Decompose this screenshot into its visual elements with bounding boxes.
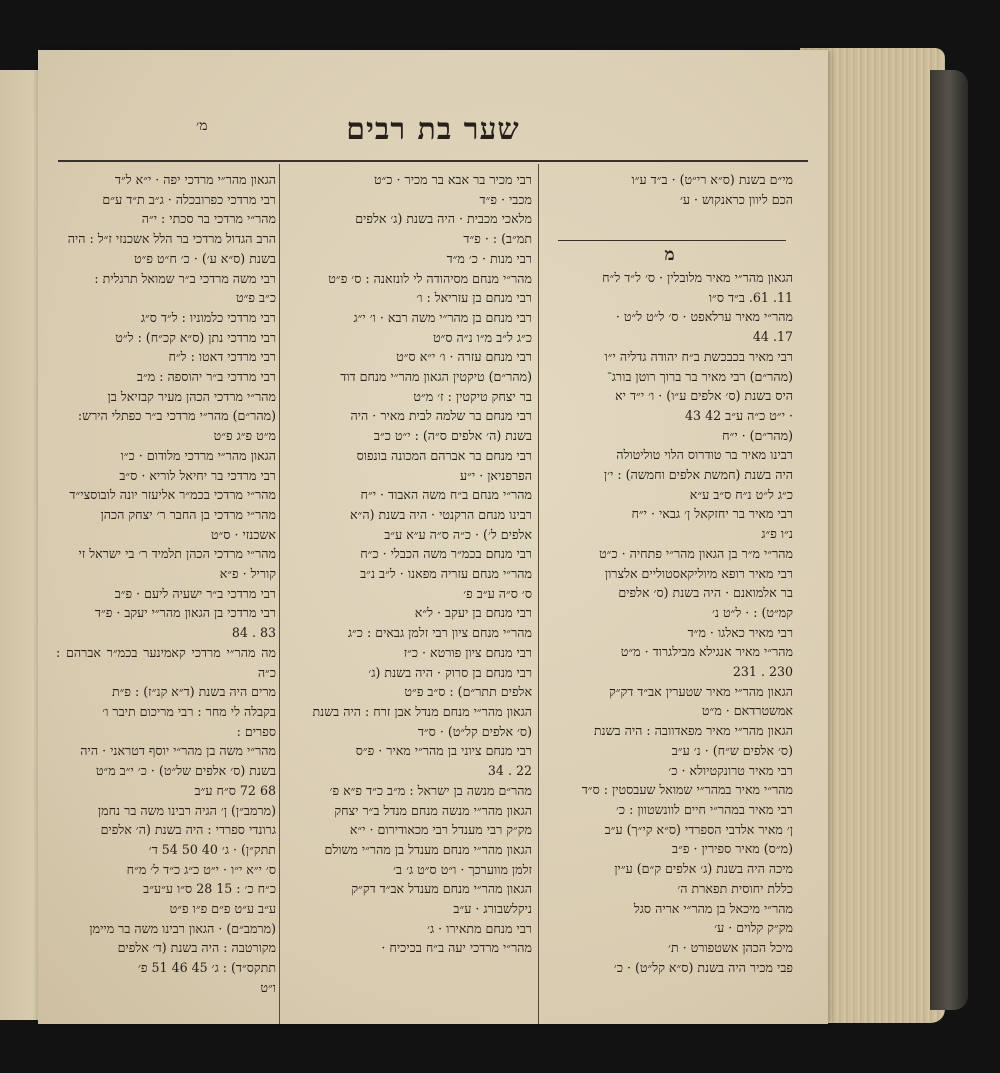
entry-line: תמ״ב) : · פ״ד — [463, 231, 532, 247]
entry-line: בר אלמואנם · היה בשנת (ס׳ אלפים — [618, 585, 793, 601]
entry-line: 11. 61. ב״ד ס״ו — [708, 289, 793, 305]
entry-line: רבי מנחם בן סרוק · היה בשנת (ג׳ — [368, 664, 532, 680]
entry-line: רבי מאיר כאלגו · מ״ד — [687, 624, 793, 640]
entry-line: הגאון מהר״י מנחם מענדל אב״ד דק״ק — [351, 881, 532, 897]
entry-line: (ס׳ אלפים ש״ח) · נ׳ ע״ב — [671, 742, 793, 758]
entry-line: מהר״י מרדכי הכהן מעיר קבזיאל בן — [107, 388, 276, 404]
entry-line: 230 . 231 — [732, 664, 793, 680]
entry-line: הפרפניאן · י״ע — [459, 467, 532, 483]
left-column — [56, 170, 276, 1030]
entry-line: בשנת (ס״א ע׳) · כ׳ ח״ט פ״ט — [133, 250, 276, 266]
entry-line: אשכנזי · ס״ט — [210, 526, 276, 542]
entry-line: רבי מנחם בר אברהם המכונה בונפוס — [356, 447, 532, 463]
entry-line: בקבלה לי מחר : רבי מריכום תיבר ו׳ — [102, 703, 276, 719]
letter-rule — [558, 240, 786, 241]
entry-line: רבי מנחם ציון פורטא · כ״ז — [403, 644, 532, 660]
entry-line: מה מהר״י מרדכי קאמינער בכמ״ר אברהם : כ״ה — [56, 644, 276, 680]
entry-line: גרונדי ספרדי : היה בשנת (ה׳ אלפים — [100, 822, 276, 838]
letter-heading: מ — [664, 245, 675, 265]
entry-line: מהר״י מאיר ערלאפט · ס׳ ל״ט ל״ט · — [615, 309, 793, 325]
entry-line: כ״ח כ׳ : 15 28 ס״ו ע״ע״ב — [143, 881, 276, 897]
entry-line: מק״ק קלוים · ע׳ — [714, 920, 793, 936]
entry-line: היה בשנת (חמשת אלפים וחמשה) : י׳ן — [603, 467, 793, 483]
entry-line: רבי מרדכי נתן (ס״א קכ״ח) : ל״ט — [115, 329, 276, 345]
entry-line: מ״ט פ״ג פ״ט — [213, 428, 276, 444]
entry-line: כ״ב פ״ט — [235, 290, 276, 306]
entry-line: ע״ב ע״ט פ״ם פ״ו פ״ט — [169, 901, 276, 917]
entry-line: (מהר״ם) רבי מאיר בר ברוך רוטן בורג־ — [606, 368, 793, 384]
entry-line: רבי מנחם בכמ״ר משה הכבלי · כ״ח — [360, 546, 532, 562]
column-rule-right — [538, 164, 539, 1024]
entry-line: הגאון מהר״י מרדכי יפה · י״א ל״ד — [114, 172, 276, 187]
entry-line: רבי משה מרדכי ב״ר שמואל תרגלית : — [94, 270, 276, 286]
entry-line: רבי מרדכי כלמוניו : ל״ד ס״ג — [140, 309, 276, 325]
entry-line: (מהר״ם) טיקטין הגאון מהר״י מנחם דוד — [340, 369, 532, 385]
entry-line: רבי מנחם בן מהר״י משה רבא · ו׳ י״ג — [353, 309, 532, 325]
running-head: שער בת רבים — [346, 112, 520, 147]
entry-line: רבי מנות · כ׳ מ״ד — [446, 250, 532, 266]
entry-line: הגאון מהר״י מאיר מלובלין · ס׳ ל״ד ל״ח — [602, 270, 793, 285]
entry-line: (מהר״ם) מהר״י מרדכי ב״ר כפתלי הירש: — [77, 408, 276, 424]
middle-column — [284, 170, 532, 1030]
entry-line: רבי מנחם בר שלמה לבית מאיר · היה — [350, 408, 532, 424]
entry-line: מהר״י מאיר אנגילא מבילגרוד · מ״ט — [620, 644, 793, 660]
entry-line: מהר״י מרדכי יעה ב״ח בכיכיח · — [381, 940, 532, 956]
column-rule-left — [279, 164, 280, 1024]
header-rule — [58, 160, 808, 162]
entry-line: · י״ט כ״ה ע״ב 42 43 — [685, 407, 793, 423]
entry-line: רבי מרדכי ב״ר יהוספה : מ״ב — [136, 369, 276, 385]
entry-line: מהר״י מאיר במהר״י שמואל שעבסטין : ס״ד — [581, 782, 793, 798]
entry-line: מהר״י מנחם עזריה מפאנו · ל״ב נ״ב — [360, 566, 532, 582]
entry-line: מקורטבה : היה בשנת (ד׳ אלפים — [117, 940, 276, 956]
entry-line: נ״ו פ״ג — [761, 526, 793, 542]
entry-line: מהר״ם מנשה בן ישראל : מ״ב כ״ד פ״א פ׳ — [329, 782, 532, 798]
right-column — [546, 268, 793, 1028]
entry-line: הרב הגדול מרדכי בר הלל אשכנזי ז״ל : היה — [67, 231, 276, 247]
entry-line: פבי מכיר היה בשנת (ס״א קל״ט) · כ׳ — [613, 959, 793, 975]
entry-line: בשנת (ה׳ אלפים ס״ה) : י״ט כ״ב — [373, 428, 532, 444]
entry-line: רבי מרדכי ב״ר ישעיה ליעם · פ״ב — [114, 585, 276, 601]
entry-line: מי״ם בשנת (ס״א רי״ט) · ב״ד ע״ו — [631, 172, 793, 187]
entry-line: בר יצחק טיקטין : ז׳ מ״ט — [413, 388, 532, 404]
entry-line: מהר״י מרדכי הכהן תלמיד ר׳ בי ישראל זי — [78, 546, 276, 562]
entry-line: מק״ק רבי מענדל רבי מכאודירום · י״א — [349, 822, 532, 838]
entry-line: 17. 44 — [752, 329, 793, 345]
entry-line: קמ״ט) : · ל״ט נ׳ — [711, 604, 793, 620]
entry-line: זלמן מווערכך · ו״ט ס״ט ג׳ ב׳ — [393, 861, 532, 877]
entry-line: ספרים : — [236, 723, 276, 739]
entry-line: (מהר״ם) · י״ח — [722, 427, 793, 443]
entry-line: אמשטרדאם · מ״ט — [701, 703, 793, 719]
entry-line: (מרמב״ם) · הגאון רבינו משה בר מיימן — [89, 920, 276, 936]
entry-line: אלפים תתר״ם) : ס״ב פ״ט — [404, 684, 532, 700]
entry-line: מהר״י מרדכי בן החבר ר׳ יצחק הכהן — [100, 506, 276, 522]
entry-line: מהר״י מיכאל בן מהר״י אריה סגל — [633, 900, 793, 916]
entry-line: רבי מאיר במהר״י חיים לוונשטוון : כ׳ — [616, 801, 793, 817]
entry-line: רבי מרדכי בר יחיאל לוריא · ס״ב — [119, 467, 276, 483]
entry-line: מיכה היה בשנת (ג׳ אלפים ק״ם) ע״ין — [614, 861, 793, 877]
entry-line: מרים היה בשנת (ד״א קנ״ז) : פ״ת — [111, 684, 276, 700]
entry-line: מהר״י מנחם ב״ח משה האבוד · י״ח — [360, 487, 532, 503]
entry-line: רבי מאיר בכבכשת ב״ח יהודה גדליה י״ו — [604, 348, 793, 364]
entry-line: רבי מכיר בר אבא בר מכיר · כ״ט — [373, 172, 532, 187]
entry-line: 22 . 34 — [487, 763, 532, 779]
entry-line: תתק״ן) · ג׳ 40 50 54 ד׳ — [148, 841, 276, 857]
entry-line: ס׳ י״א י״ו · י״ט כ״ג כ״ד ל׳ מ״ח — [126, 861, 276, 877]
entry-line: הגאון מהר״י מאיר שטערין אב״ד דק״ק — [608, 683, 793, 699]
entry-line: כללת יחוסית תפארת ה׳ — [677, 880, 793, 896]
entry-line: מהר״י משה בן מהר״י יוסף דטראני · היה — [80, 743, 276, 759]
entry-line: תתקס״ד) : ג׳ 45 46 51 פ׳ — [138, 960, 276, 976]
entry-line: רבי מנחם עזרה · ו׳ י״א ס״ט — [396, 349, 532, 365]
entry-line: בשנת (ס׳ אלפים של״ט) · כ׳ י״ב מ״ט — [95, 763, 276, 779]
entry-line: הגאון מהר״י מרדכי מלודום · כ״ו — [120, 447, 276, 463]
entry-line: רבי מנחם מתאירו · ג׳ — [427, 920, 532, 936]
entry-line: רבי מרדכי בן הגאון מהר״י יעקב · פ״ד — [94, 605, 276, 621]
entry-line: רבי מאיר טרונקטיולא · כ׳ — [668, 762, 793, 778]
folio: מ׳ — [196, 118, 208, 134]
entry-line: רבי מרדכי דאטו : ל״ח — [168, 349, 276, 365]
entry-line: ו״ט — [260, 979, 276, 995]
entry-line: רבינו מנחם הרקנטי · היה בשנת (ה״א — [350, 506, 532, 522]
entry-line: אלפים ל׳) · כ״ה ס״ה ע״א ע״ב — [384, 526, 532, 542]
entry-line: רבי מנחם ציוני בן מהר״י מאיר · פ״ס — [355, 743, 532, 759]
book-page — [38, 50, 828, 1024]
entry-line: רבי מאיר רופא מיוליקאסטוליים אלצרון — [604, 565, 793, 581]
entry-line: רבינו מאיר בר טודרוס הלוי טוליטולה — [616, 447, 793, 463]
entry-line: מהר״י מרדכי בכמ״ר אליעזר יונה לובוסצי״ד — [69, 487, 276, 503]
entry-line: כ״ג ל״ב מ״ו נ״ה ס״ט — [432, 329, 532, 345]
entry-line: מכבי · פ״ד — [479, 191, 532, 207]
book-binding — [930, 70, 968, 1010]
entry-line: רבי מאיר בר יחזקאל ן׳ גבאי · י״ח — [631, 506, 793, 522]
entry-line: מהר״י מ״ר בן הגאון מהר״י פתחיה · כ״ט — [599, 545, 793, 561]
entry-line: 68 72 ס״ח ע״ב — [194, 782, 276, 798]
entry-line: רבי מנחם בן יעקב · ל״א — [414, 605, 532, 621]
entry-line: מהר״י מרדכי בר סכתי : י״ה — [141, 211, 276, 227]
entry-line: רבי מרדכי כפרובכלה · ג״ב ת״ד ע״ם — [102, 191, 276, 207]
entry-line: מיכל הכהן אשטפורט · ת׳ — [668, 939, 793, 955]
entry-line: היס בשנת (ס׳ אלפים ע״ו) · ו׳ י״ד יא — [615, 388, 793, 404]
entry-line: מהר״י מנחם ציון רבי זלמן גבאים : כ״ג — [347, 625, 532, 641]
entry-line: ן׳ מאיר אלדבי הספרדי (ס״א קי״ך) ע״ב — [604, 821, 793, 837]
entry-line: ס׳ ס״ה ע״ב פ׳ — [463, 585, 532, 601]
right-column-top — [546, 170, 793, 236]
entry-line: כ״ג ל״ט נ״ח ס״ב ע״א — [689, 486, 793, 502]
entry-line: רבי מנחם בן עזריאל : ו׳ — [416, 290, 532, 306]
entry-line: מהר״י מנחם מסיהודה לי לונזאנה : ס׳ פ״ט — [328, 270, 532, 286]
entry-line: הגאון מהר״י מנחם מנדל אבן זרח : היה בשנת — [312, 703, 532, 719]
entry-line: הגאון מהר״י מנשה מנחם מנדל ב״ר יצחק — [334, 802, 532, 818]
entry-line: הגאון מהר״י מנחם מענדל בן מהר״י משולם — [324, 841, 532, 857]
entry-line: ניקלשבורג · ע״ב — [453, 901, 532, 917]
entry-line: 83 . 84 — [231, 625, 276, 641]
entry-line: מלאכי מכבית · היה בשנת (ג׳ אלפים — [355, 211, 532, 227]
entry-line: הכם ליוון כראנקוש · ע׳ — [679, 191, 793, 207]
entry-line: קוריל · פ״א — [219, 566, 276, 582]
entry-line: הגאון מהר״י מאיר מפאדוובה : היה בשנת — [593, 723, 793, 739]
entry-line: (מ״ס) מאיר ספירין · פ״ב — [672, 841, 793, 857]
entry-line: (מרמב״ן) ן׳ הגיה רבינו משה בר נחמן — [97, 802, 276, 818]
entry-line: (ס׳ אלפים קל״ט) · ס״ד — [417, 723, 532, 739]
